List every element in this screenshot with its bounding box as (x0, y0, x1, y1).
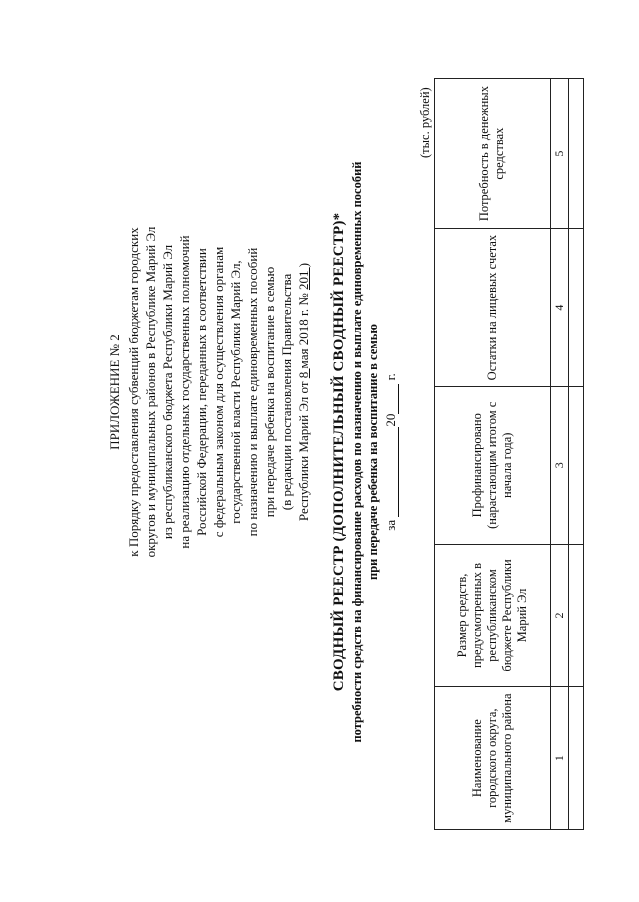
period-suffix: г. (383, 373, 398, 381)
column-number-row (550, 79, 568, 830)
table-cell (568, 544, 583, 687)
table-cell (568, 687, 583, 830)
column-header: Размер средств, предусмотренных в республиканском бюджете Республики Марий Эл (435, 544, 551, 687)
decree-month-year: мая 2018 г. № (296, 290, 311, 369)
table-cell (568, 386, 583, 544)
table-row (568, 79, 583, 830)
appendix-line: государственной власти Республики Марий Эл, (228, 260, 243, 524)
column-number: 5 (550, 79, 568, 229)
column-header: Профинансировано (нарастающим итогом с начала года) (435, 386, 551, 544)
appendix-heading: ПРИЛОЖЕНИЕ № 2 (107, 334, 122, 450)
reporting-period (383, 72, 399, 832)
period-blank (385, 427, 399, 517)
decree-reference-suffix: ) (296, 262, 311, 268)
appendix-line: по назначению и выплате единовременных пособий (245, 247, 260, 537)
decree-day: 8 (296, 368, 311, 379)
appendix-line: при передаче ребенка на воспитание в семью (262, 266, 277, 518)
register-title-block (330, 72, 399, 832)
register-title: СВОДНЫЙ РЕЕСТР (ДОПОЛНИТЕЛЬНЫЙ СВОДНЫЙ РЕЕСТР)* (331, 212, 347, 692)
decree-reference-prefix: Республики Марий Эл от (296, 378, 311, 522)
appendix-line: из республиканского бюджета Республики Марий Эл (160, 244, 175, 540)
period-year-blank (385, 384, 399, 414)
register-table (434, 78, 584, 830)
decree-number: 201 (296, 267, 311, 291)
appendix-line: к Порядку предоставления субвенций бюджетам городских (126, 227, 141, 557)
column-number: 1 (550, 687, 568, 830)
column-number: 2 (550, 544, 568, 687)
column-header: Потребность в денежных средствах (435, 79, 551, 229)
column-header: Остатки на лицевых счетах (435, 229, 551, 387)
appendix-line: на реализацию отдельных государственных полномочий (177, 235, 192, 549)
appendix-line: округов и муниципальных районов в Республике Марий Эл (143, 226, 158, 558)
appendix-block (106, 182, 312, 602)
column-number: 3 (550, 386, 568, 544)
appendix-line: Российской Федерации, переданных в соответствии (194, 248, 209, 536)
appendix-line: с федеральным законом для осуществления органам (211, 246, 226, 538)
table-header-row (435, 79, 551, 830)
table-cell (568, 229, 583, 387)
register-subtitle-line2: при передаче ребенка на воспитание в семью (366, 324, 380, 580)
register-subtitle-line1: потребности средств на финансирование расходов по назначению и выплате единовременных пособий (350, 161, 364, 743)
units-label: (тыс. рублей) (418, 87, 432, 158)
appendix-line: (в редакции постановления Правительства (279, 273, 294, 511)
period-prefix: за (383, 519, 398, 531)
column-header: Наименование городского округа, муниципального района (435, 687, 551, 830)
column-number: 4 (550, 229, 568, 387)
decree-reference-line (295, 182, 312, 602)
period-year-prefix: 20 (383, 413, 398, 427)
table-cell (568, 79, 583, 229)
